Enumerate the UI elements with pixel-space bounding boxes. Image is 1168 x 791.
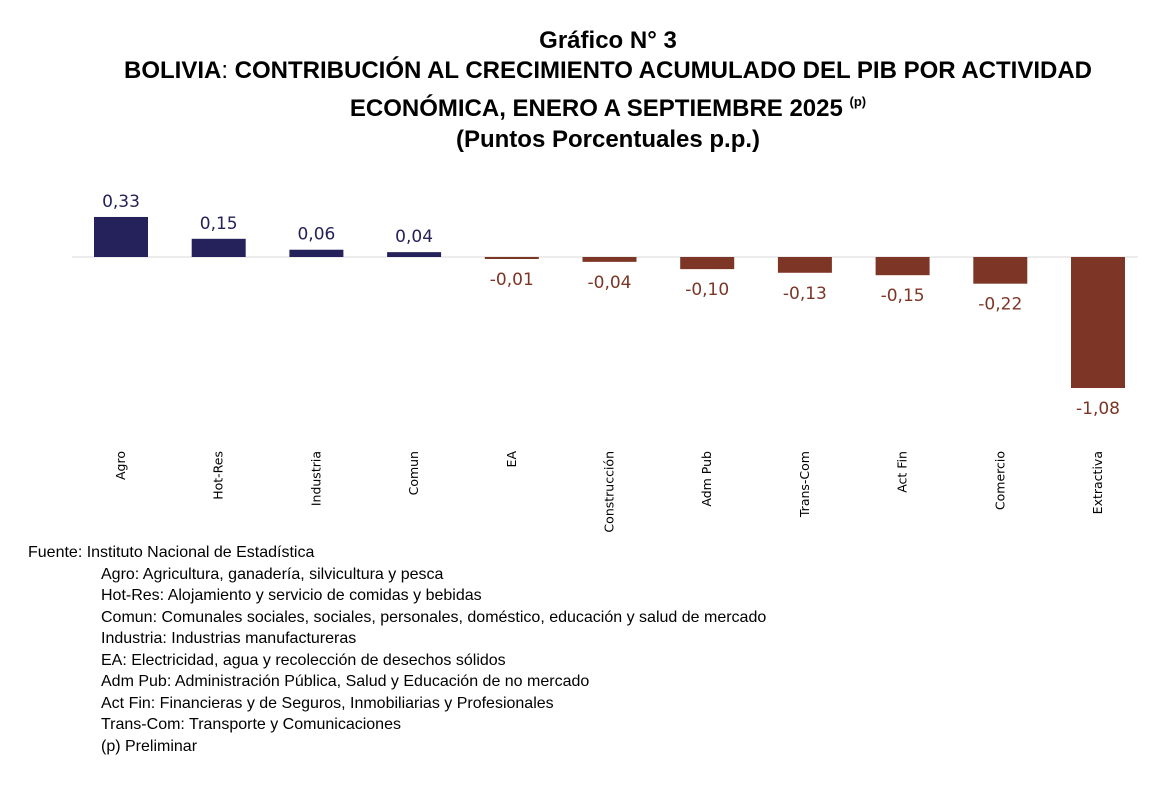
source-note: Fuente: Instituto Nacional de Estadística [28,544,315,561]
chart-title-line-2 [0,56,1168,86]
abbreviation-note: Hot-Res: Alojamiento y servicio de comidas y bebidas [101,587,482,604]
chart-title-number: Gráfico N° 3 [539,27,677,54]
data-label: 0,06 [297,224,336,245]
data-label: -0,04 [587,272,632,293]
bar [94,217,148,257]
data-label: 0,33 [102,191,140,212]
abbreviation-note: Agro: Agricultura, ganadería, silvicultura y pesca [101,565,444,583]
chart-title-colon: : [221,57,228,84]
category-label: Construcción [601,451,617,533]
data-label: -0,15 [880,286,925,307]
data-label: -0,13 [782,283,827,304]
category-label: Act Fin [894,451,910,493]
category-label: Hot-Res [210,451,226,500]
bar [876,257,930,275]
category-label: Comun [406,451,422,496]
bar [387,252,441,257]
data-label: 0,15 [199,213,238,234]
bar [192,239,246,257]
bar-chart [0,160,1168,540]
data-label: -0,01 [489,270,534,290]
abbreviation-note: Industria: Industrias manufactureras [101,630,357,647]
abbreviation-note: Act Fin: Financieras y de Seguros, Inmobiliarias y Profesionales [101,694,554,712]
data-label: -0,10 [685,280,730,301]
bar [973,257,1027,284]
category-label: EA [503,451,519,468]
bar [289,250,343,257]
category-label: Extractiva [1090,451,1105,515]
category-label: Comercio [992,451,1008,511]
bar [680,257,734,269]
abbreviation-list [28,564,766,758]
data-label: -0,22 [978,294,1023,315]
abbreviation-note: Adm Pub: Administración Pública, Salud y Educación de no mercado [101,673,590,690]
chart-title-country: BOLIVIA [123,57,222,84]
bar [583,257,637,262]
chart-title-line-3 [0,86,1168,125]
category-label: Adm Pub [699,451,715,507]
chart-subtitle-units: (Puntos Porcentuales p.p.) [455,126,761,153]
data-label: 0,04 [395,227,434,248]
chart-notes [28,542,766,757]
category-label: Agro [113,451,128,480]
chart-title-block [0,26,1168,155]
abbreviation-note: Comun: Comunales sociales, sociales, personales, doméstico, educación y salud de mercado [101,608,767,626]
chart-title-main: CONTRIBUCIÓN AL CRECIMIENTO ACUMULADO DEL PIB POR ACTIVIDAD [228,57,1093,84]
category-label: Trans-Com [796,451,812,518]
abbreviation-note: EA: Electricidad, agua y recolección de desechos sólidos [101,651,506,669]
data-label: -1,08 [1076,399,1120,420]
bar [778,257,832,273]
bar [485,257,539,259]
abbreviation-note: (p) Preliminar [101,737,198,755]
abbreviation-note: Trans-Com: Transporte y Comunicaciones [101,716,401,733]
chart-title-preliminary-mark: (p) [849,94,867,109]
bar [1071,257,1125,388]
category-label: Industria [308,451,324,507]
chart-title-period: ECONÓMICA, ENERO A SEPTIEMBRE 2025 [349,95,850,122]
